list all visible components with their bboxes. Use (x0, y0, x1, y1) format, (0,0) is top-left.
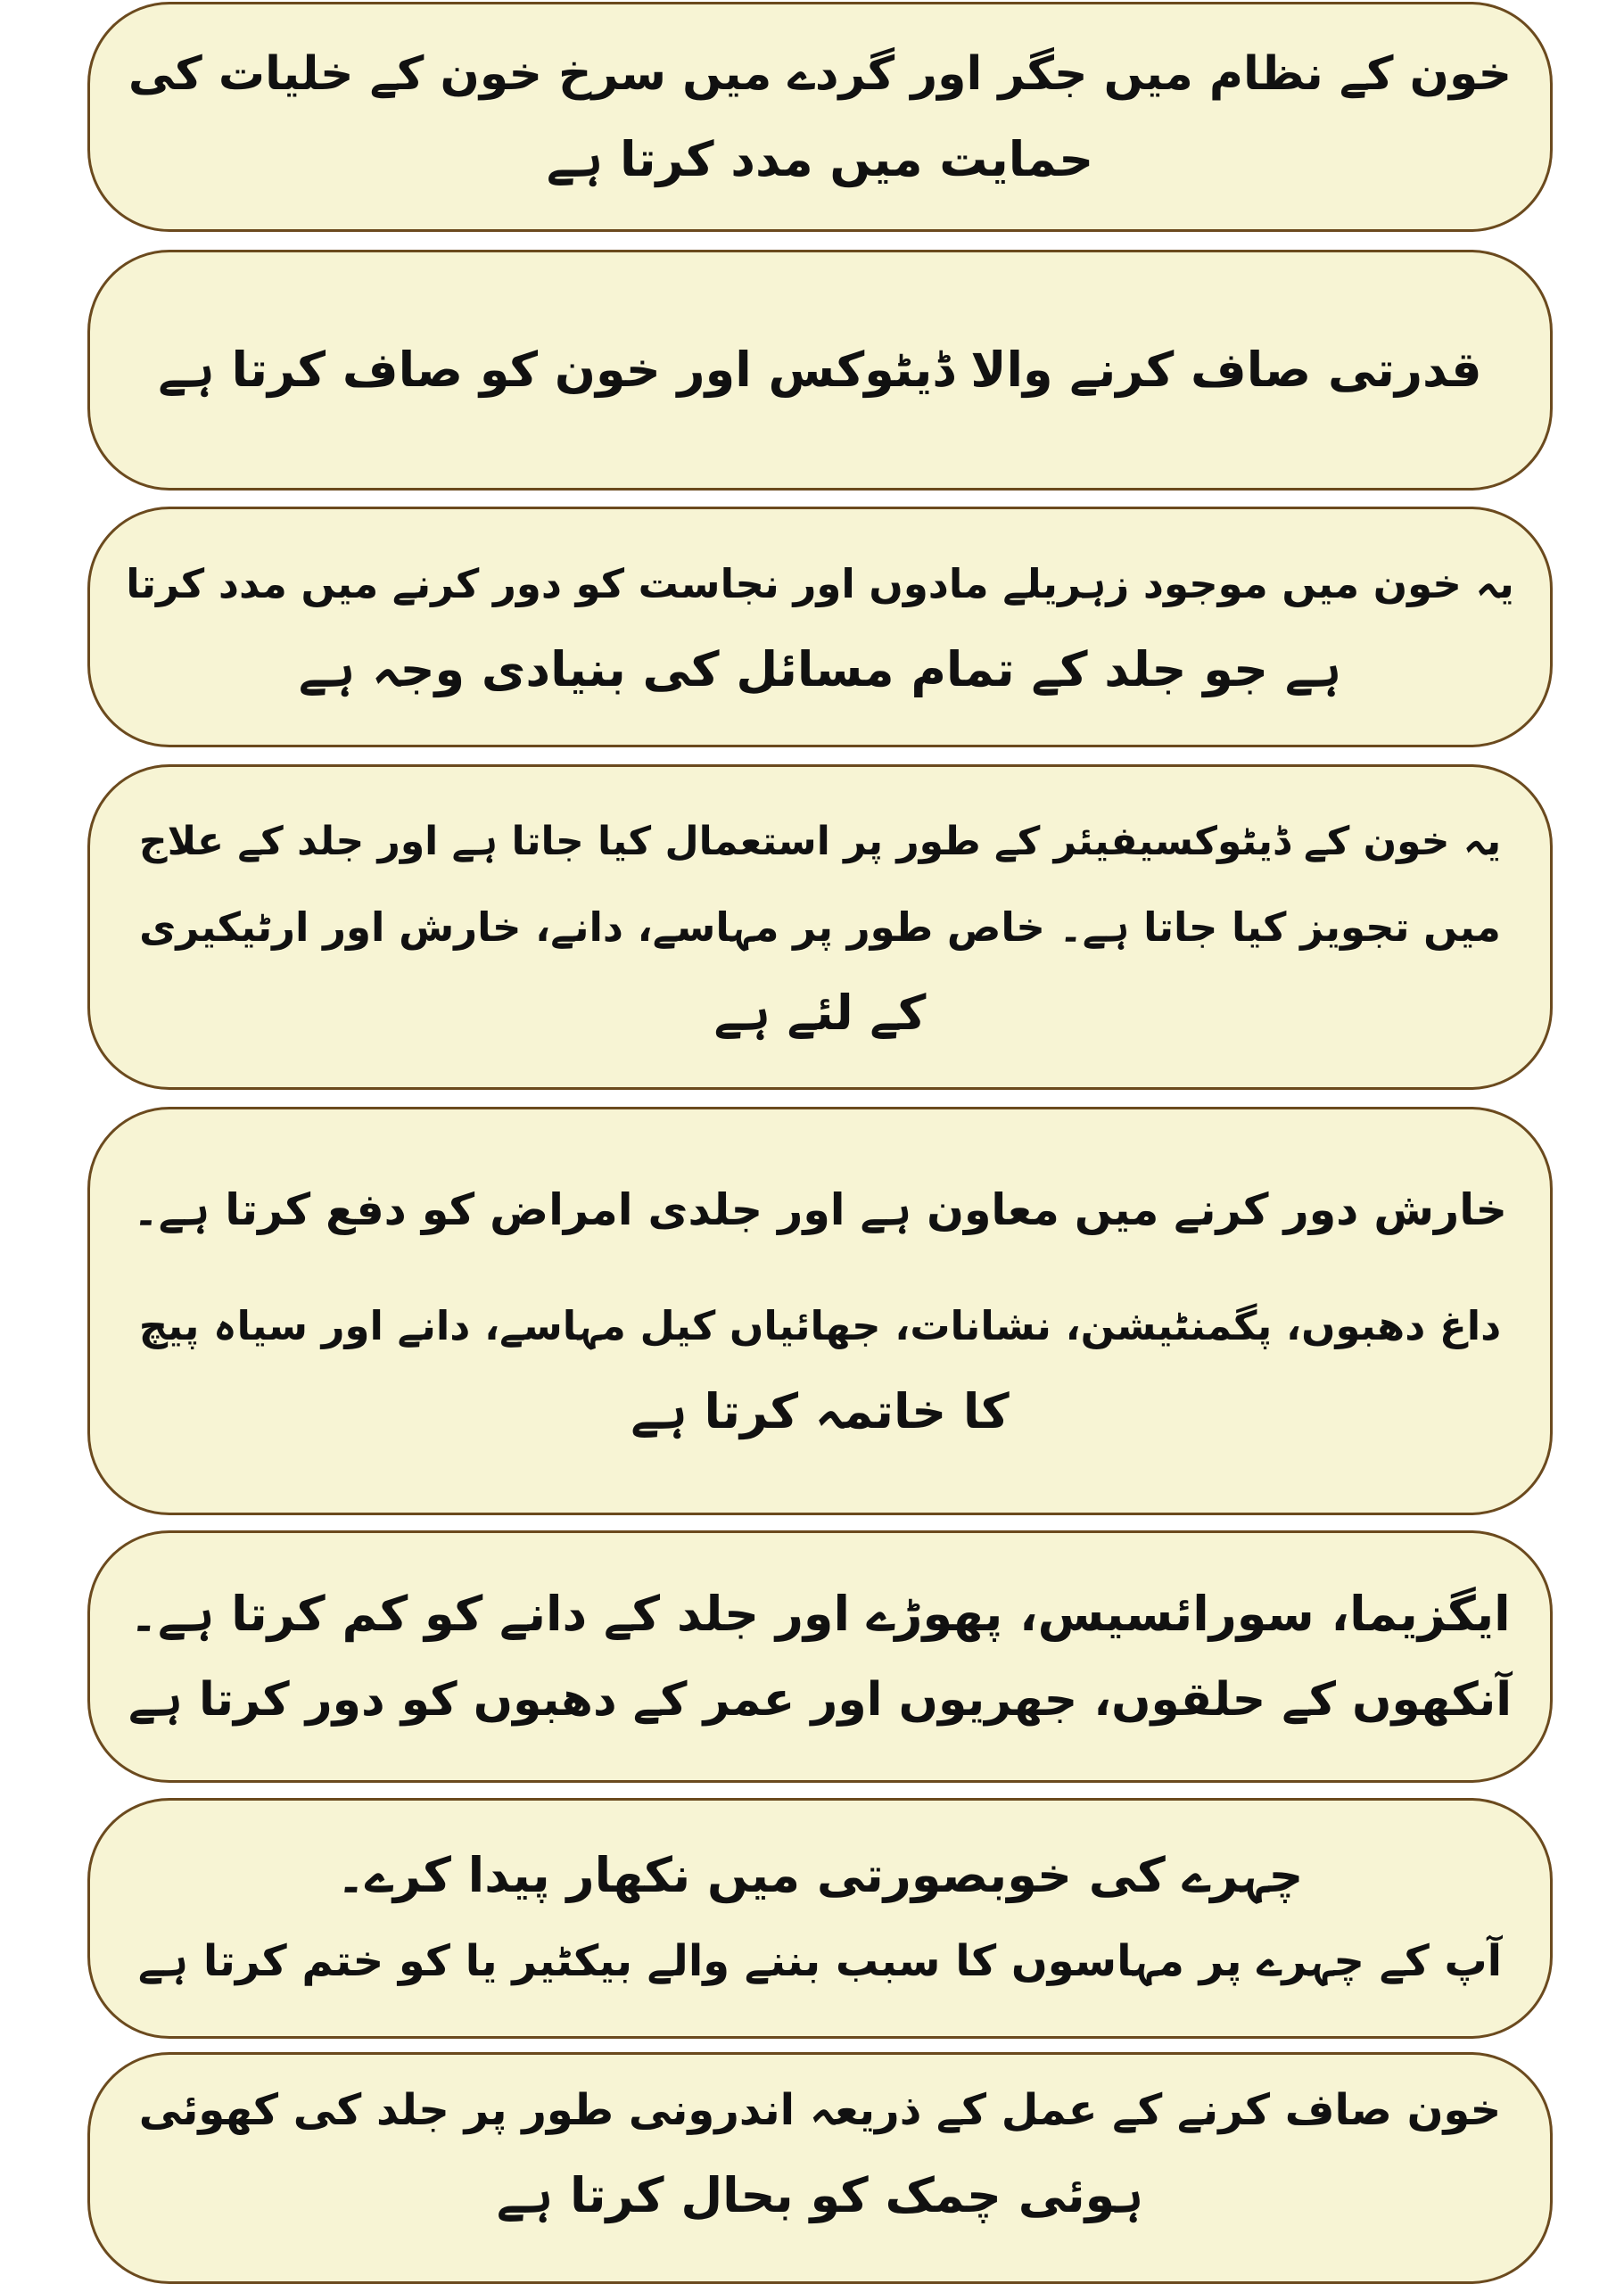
benefit-card-5 (87, 1107, 1553, 1515)
card-4-line-2: میں تجویز کیا جاتا ہے۔ خاص طور پر مہاسے، دانے، خارش اور ارٹیکیری (139, 903, 1501, 951)
benefit-card-3 (87, 507, 1553, 747)
card-5-line-1: خارش دور کرنے میں معاون ہے اور جلدی امراض کو دفع کرتا ہے۔ (133, 1184, 1507, 1235)
card-3-line-2: ہے جو جلد کے تمام مسائل کی بنیادی وجہ ہے (298, 641, 1342, 697)
card-7-line-2: آپ کے چہرے پر مہاسوں کا سبب بننے والے بیکٹیر یا کو ختم کرتا ہے (137, 1936, 1503, 1986)
benefit-card-7 (87, 1798, 1553, 2039)
card-4-line-1: یہ خون کے ڈیٹوکسیفیئر کے طور پر استعمال کیا جاتا ہے اور جلد کے علاج (138, 818, 1502, 864)
card-6-line-2: آنکھوں کے حلقوں، جھریوں اور عمر کے دھبوں کو دور کرتا ہے (128, 1672, 1513, 1727)
benefit-card-2 (87, 250, 1553, 491)
benefit-card-8 (87, 2052, 1553, 2284)
card-5-line-2: داغ دھبوں، پگمنٹیشن، نشانات، جھائیاں کیل مہاسے، دانے اور سیاہ پیچ (138, 1302, 1502, 1349)
card-8-line-2: ہوئی چمک کو بحال کرتا ہے (496, 2167, 1144, 2223)
card-3-line-1: یہ خون میں موجود زہریلے مادوں اور نجاست کو دور کرنے میں مدد کرتا (126, 560, 1514, 607)
card-2-line-1: قدرتی صاف کرنے والا ڈیٹوکس اور خون کو صاف کرتا ہے (158, 342, 1482, 398)
card-1-line-1: خون کے نظام میں جگر اور گردے میں سرخ خون کے خلیات کی (128, 47, 1513, 101)
benefit-card-4 (87, 764, 1553, 1090)
card-1-line-2: حمایت میں مدد کرتا ہے (546, 131, 1094, 187)
card-8-line-1: خون صاف کرنے کے عمل کے ذریعہ اندرونی طور پر جلد کی کھوئی (138, 2085, 1502, 2135)
benefit-card-6 (87, 1530, 1553, 1783)
benefit-card-1 (87, 2, 1553, 232)
card-4-line-3: کے لئے ہے (713, 984, 927, 1041)
card-7-line-1: چہرے کی خوبصورتی میں نکھار پیدا کرے۔ (336, 1847, 1304, 1903)
card-5-line-3: کا خاتمہ کرتا ہے (631, 1383, 1010, 1439)
card-6-line-1: ایگزیما، سورائسیس، پھوڑے اور جلد کے دانے کو کم کرتا ہے۔ (129, 1585, 1511, 1642)
